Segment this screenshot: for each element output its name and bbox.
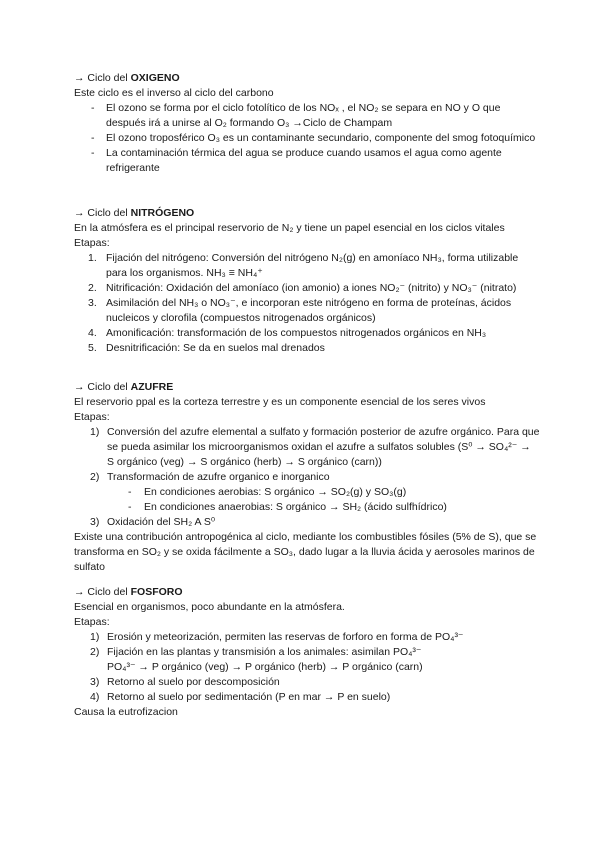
list-item: 1) Erosión y meteorización, permiten las reservas de forforo en forma de PO₄³⁻: [90, 631, 464, 643]
list-item: 3) Retorno al suelo por descomposición: [90, 676, 280, 688]
list-item: 5. Desnitrificación: Se da en suelos mal drenados: [88, 342, 325, 354]
list-item: 4. Amonificación: transformación de los compuestos nitrogenados orgánicos en NH₃: [88, 327, 487, 339]
section-title: OXIGENO: [130, 72, 180, 84]
section-heading: → Ciclo del OXIGENO: [74, 72, 180, 84]
section-title: NITRÓGENO: [130, 207, 195, 219]
list-item: 3) Oxidación del SH₂ A S⁰: [90, 516, 216, 528]
list-item-continuation: PO₄³⁻ → P orgánico (veg) → P orgánico (herb) → P orgánico (carn): [107, 661, 423, 673]
section-intro: Este ciclo es el inverso al ciclo del carbono: [74, 87, 274, 99]
section-heading: → Ciclo del FOSFORO: [74, 586, 183, 598]
section-outro: Existe una contribución antropogénica al ciclo, mediante los combustibles fósiles (5% de S), que se transforma en SO₂ y se oxida fácilmente a SO₃, dado lugar a la lluvia ácida y aerosoles marinos de sulfato: [74, 531, 537, 573]
etapas-label: Etapas:: [74, 616, 110, 628]
list-item: 2. Nitrificación: Oxidación del amoníaco (ion amonio) a iones NO₂⁻ (nitrito) y NO₃⁻ (nitrato): [88, 282, 517, 294]
section-heading: → Ciclo del NITRÓGENO: [74, 207, 195, 219]
list-item: 1) Conversión del azufre elemental a sulfato y formación posterior de azufre orgánico. Para que se pueda asimilar los microorganismos oxidan el azufre a sulfatos solubles (S⁰ → SO₄²⁻ → S orgánico (veg) → S orgánico (herb) → S orgánico (carn)): [90, 426, 540, 468]
list-item: 1. Fijación del nitrógeno: Conversión del nitrógeno N₂(g) en amoníaco NH₃, forma utilizable para los organismos. NH₃ ≡ NH₄⁺: [88, 252, 519, 279]
sub-list-item: - En condiciones aerobias: S orgánico → SO₂(g) y SO₃(g): [128, 486, 407, 498]
list-item: 3. Asimilación del NH₃ o NO₃⁻, e incorporan este nitrógeno en forma de proteínas, ácidos nucleicos y clorofila (compuestos nitrogenados orgánicos): [88, 297, 512, 324]
section-title: AZUFRE: [130, 381, 174, 393]
list-item: - La contaminación térmica del agua se produce cuando usamos el agua como agente refrigerante: [91, 147, 502, 174]
arrow-icon: →: [74, 72, 85, 84]
list-item: 2) Fijación en las plantas y transmisión a los animales: asimilan PO₄³⁻: [90, 646, 422, 658]
section-intro: En la atmósfera es el principal reservorio de N₂ y tiene un papel esencial en los ciclos vitales: [74, 222, 505, 234]
section-heading: → Ciclo del AZUFRE: [74, 381, 174, 393]
section-nitrogeno: [74, 206, 540, 356]
etapas-label: Etapas:: [74, 411, 110, 423]
section-oxigeno: [74, 71, 540, 176]
etapas-label: Etapas:: [74, 237, 110, 249]
arrow-icon: →: [74, 586, 85, 598]
arrow-icon: →: [74, 381, 85, 393]
list-item: - El ozono se forma por el ciclo fotolítico de los NOₓ , el NO₂ se separa en NO y O que después irá a unirse al O₂ formando O₃ →Ciclo de Champam: [91, 102, 501, 129]
section-title: FOSFORO: [130, 586, 183, 598]
section-fosforo: [74, 585, 540, 720]
sub-list-item: - En condiciones anaerobias: S orgánico → SH₂ (ácido sulfhídrico): [128, 501, 447, 513]
section-intro: Esencial en organismos, poco abundante en la atmósfera.: [74, 601, 345, 613]
section-outro: Causa la eutrofizacion: [74, 706, 178, 718]
section-azufre: [74, 380, 540, 575]
list-item: 4) Retorno al suelo por sedimentación (P en mar → P en suelo): [90, 691, 391, 703]
arrow-icon: →: [74, 207, 85, 219]
list-item: 2) Transformación de azufre organico e inorganico: [90, 471, 330, 483]
section-intro: El reservorio ppal es la corteza terrestre y es un componente esencial de los seres vivos: [74, 396, 486, 408]
list-item: - El ozono troposférico O₃ es un contaminante secundario, componente del smog fotoquímico: [91, 132, 536, 144]
